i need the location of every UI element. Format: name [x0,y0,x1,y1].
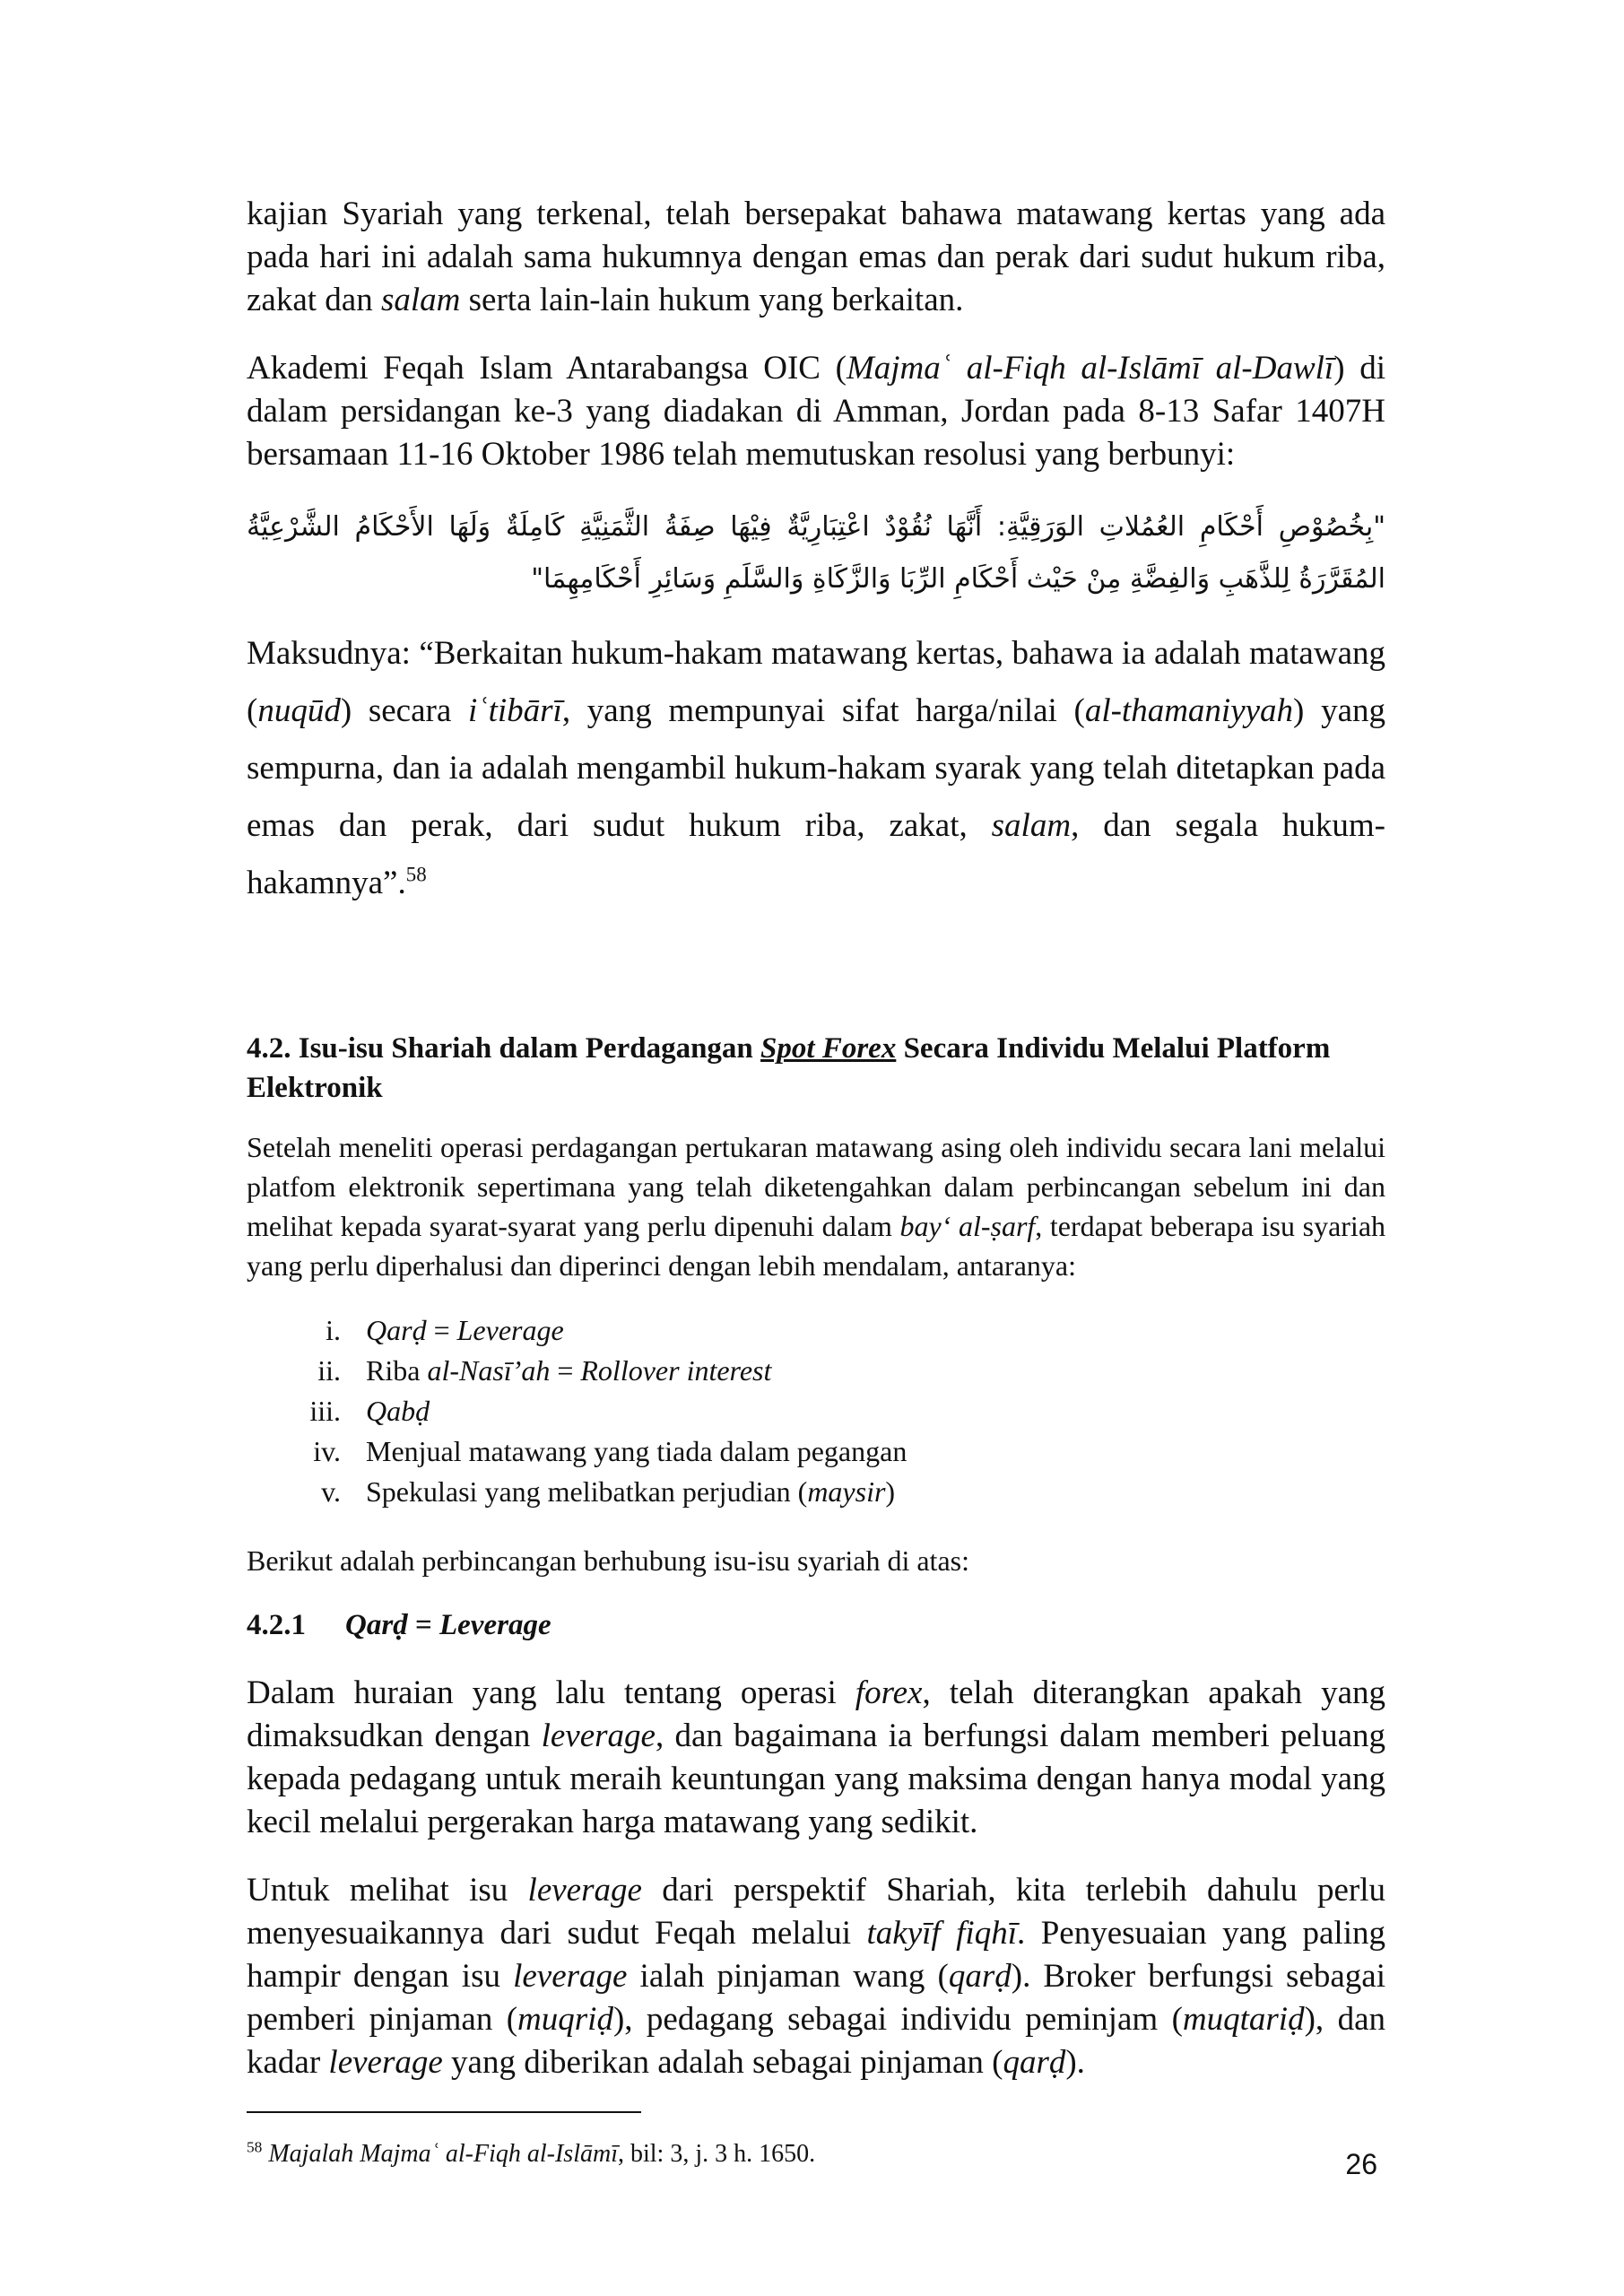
list-item [247,1351,1385,1391]
list-item-text: Spekulasi yang melibatkan perjudian (maysir) [366,1475,896,1508]
footnote-divider [247,2111,641,2113]
paragraph-sharia-consensus: kajian Syariah yang terkenal, telah bersepakat bahawa matawang kertas yang ada pada hari ini adalah sama hukumnya dengan emas dan perak dari sudut hukum riba, zakat dan salam serta lain-lain hukum yang berkaitan. [247,196,1385,318]
footnote-reference: 58 [405,863,427,886]
list-item-text: Qabḍ [366,1395,430,1427]
list-item-text: Riba al-Nasī’ah = Rollover interest [366,1354,772,1387]
arabic-quotation: "بِخُصُوْصِ أَحْكَامِ العُمُلاتِ الوَرَقِيَّةِ: أَنَّهَا نُقُوْدٌ اعْتِبَارِيَّةٌ فِيْهَا صِفَةُ الثَّمَنِيَّةِ كَامِلَةٌ وَلَهَا الأَحْكَامُ الشَّرْعِيَّةُ المُقَرَّرَةُ لِلذَّهَبِ وَالفِضَّةِ مِنْ حَيْث أَحْكَامِ الرِّبَا وَالزَّكَاةِ وَالسَّلَمِ وَسَائِرِ أَحْكَامِهِمَا" [247,511,1385,595]
list-item [247,1391,1385,1431]
list-item-text: Qarḍ = Leverage [366,1314,564,1346]
section-heading: 4.2. Isu-isu Shariah dalam Perdagangan Spot Forex Secara Individu Melalui Platform Elektronik [247,1032,1331,1104]
list-item [247,1310,1385,1351]
footnote: $^{58}$ Majalah Majmaʿ al-Fiqh al-Islāmī, bil: 3, j. 3 h. 1650. [247,2138,816,2168]
subsection-heading: 4.2.1 Qarḍ = Leverage [247,1609,551,1641]
page-number: 26 [1345,2148,1377,2180]
paragraph-oic-resolution: Akademi Feqah Islam Antarabangsa OIC (Majmaʿ al-Fiqh al-Islāmī al-Dawlī) di dalam persidangan ke-3 yang diadakan di Amman, Jordan pada 8-13 Safar 1407H bersamaan 11-16 Oktober 1986 telah memutuskan resolusi yang berbunyi: [247,350,1385,473]
list-marker: iv. [313,1435,341,1467]
list-marker: i. [326,1314,341,1346]
section-intro: Setelah meneliti operasi perdagangan pertukaran matawang asing oleh individu secara lani melalui platfom elektronik sepertimana yang telah diketengahkan dalam perbincangan sebelum ini dan melihat kepada syarat-syarat yang perlu dipenuhi dalam bay‘ al-ṣarf, terdapat beberapa isu syariah yang perlu diperhalusi dan diperinci dengan lebih mendalam, antaranya: [247,1131,1386,1282]
issue-list [247,1310,1385,1512]
list-marker: iii. [309,1395,341,1427]
list-item [247,1431,1385,1472]
list-item [247,1472,1385,1512]
paragraph-translation: Maksudnya: “Berkaitan hukum-hakam matawang kertas, bahawa ia adalah matawang (nuqūd) secara iʿtibārī, yang mempunyai sifat harga/nilai (al-thamaniyyah) yang sempurna, dan ia adalah mengambil hukum-hakam syarak yang telah ditetapkan pada emas dan perak, dari sudut hukum riba, zakat, salam, dan segala hukum-hakamnya”.$^{58}$ [247,635,1386,901]
list-item-text: Menjual matawang yang tiada dalam pegangan [366,1435,908,1467]
list-marker: ii. [317,1354,341,1387]
document-page [247,193,1385,2196]
followup-text: Berikut adalah perbincangan berhubung isu-isu syariah di atas: [247,1544,969,1577]
paragraph-takyif-fiqhi: Untuk melihat isu leverage dari perspektif Shariah, kita terlebih dahulu perlu menyesuaikannya dari sudut Feqah melalui takyīf fiqhī. Penyesuaian yang paling hampir dengan isu leverage ialah pinjaman wang (qarḍ). Broker berfungsi sebagai pemberi pinjaman (muqriḍ), pedagang sebagai individu peminjam (muqtariḍ), dan kadar leverage yang diberikan adalah sebagai pinjaman (qarḍ). [247,1872,1385,2081]
list-marker: v. [321,1475,341,1508]
paragraph-leverage-explanation: Dalam huraian yang lalu tentang operasi forex, telah diterangkan apakah yang dimaksudkan dengan leverage, dan bagaimana ia berfungsi dalam memberi peluang kepada pedagang untuk meraih keuntungan yang maksima dengan hanya modal yang kecil melalui pergerakan harga matawang yang sedikit. [247,1674,1385,1840]
